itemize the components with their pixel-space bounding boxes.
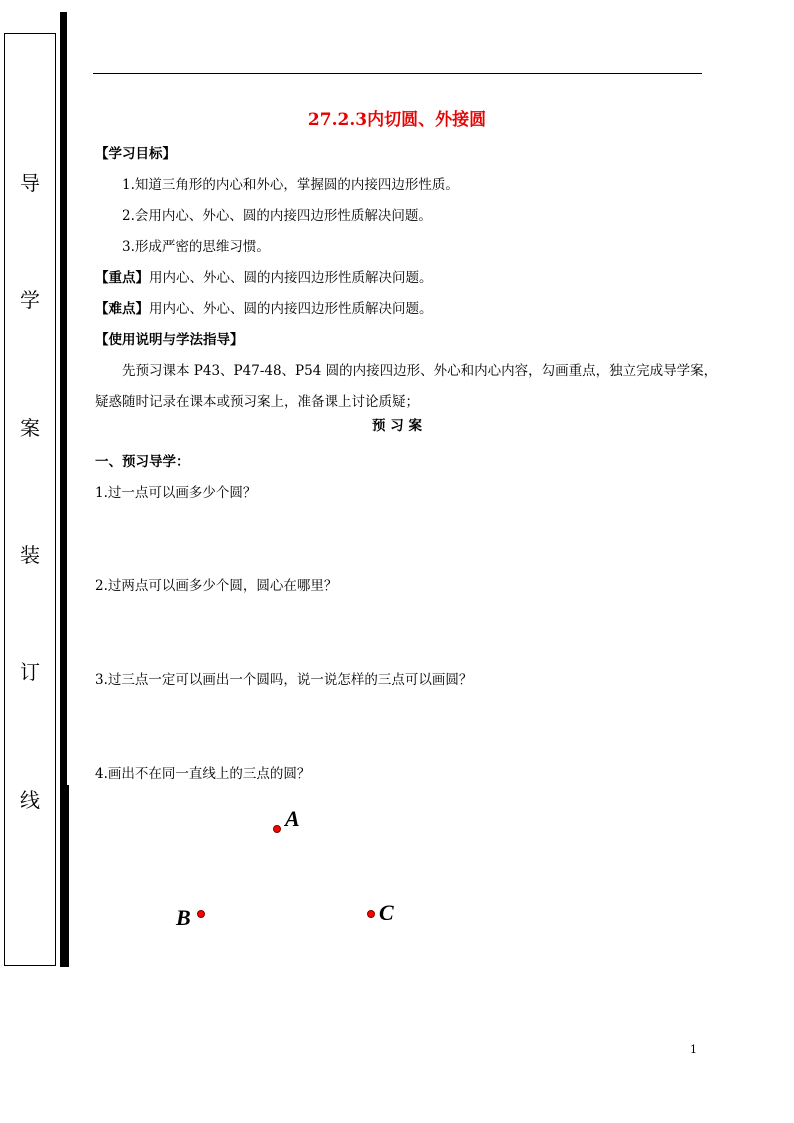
preview-question: 4.画出不在同一直线上的三点的圆？	[95, 766, 311, 782]
guide-text-line2: 疑惑随时记录在课本或预习案上，准备课上讨论质疑；	[95, 394, 419, 410]
margin-char-zhuang: 装	[20, 543, 40, 567]
objective-item: 3.形成严密的思维习惯。	[122, 239, 270, 255]
point-a-label: A	[285, 806, 300, 831]
page-title: 27.2.3内切圆、外接圆	[307, 110, 487, 130]
key-point-text: 用内心、外心、圆的内接四边形性质解决问题。	[149, 270, 433, 286]
guide-heading: 【使用说明与学法指导】	[95, 332, 244, 348]
header-rule	[93, 73, 702, 74]
margin-char-an: 案	[20, 416, 40, 440]
margin-char-ding: 订	[20, 660, 40, 684]
objectives-heading: 【学习目标】	[95, 146, 176, 162]
preview-question: 1.过一点可以画多少个圆？	[95, 485, 257, 501]
objective-item: 1.知道三角形的内心和外心，掌握圆的内接四边形性质。	[122, 177, 459, 193]
guide-text-line1: 先预习课本 P43、P47-48、P54 圆的内接四边形、外心和内心内容，勾画重点，独立完成导学案，	[122, 363, 718, 379]
preview-question: 2.过两点可以画多少个圆，圆心在哪里？	[95, 578, 338, 594]
page-number: 1	[690, 1043, 697, 1056]
key-point	[95, 269, 433, 287]
binding-line	[60, 12, 67, 967]
preview-question: 3.过三点一定可以画出一个圆吗，说一说怎样的三点可以画圆？	[95, 672, 473, 688]
section-title: 预 习 案	[372, 418, 422, 434]
key-point-label: 【重点】	[95, 270, 149, 286]
preview-heading: 一、预习导学：	[95, 454, 190, 470]
difficulty-text: 用内心、外心、圆的内接四边形性质解决问题。	[149, 301, 433, 317]
point-b-dot	[197, 910, 205, 918]
margin-char-xue: 学	[20, 288, 40, 312]
point-c-dot	[367, 910, 375, 918]
point-c-label: C	[379, 900, 394, 925]
difficulty	[95, 300, 433, 318]
point-b-label: B	[176, 905, 191, 930]
objective-item: 2.会用内心、外心、圆的内接四边形性质解决问题。	[122, 208, 432, 224]
point-a-dot	[273, 825, 281, 833]
binding-line-inner	[67, 785, 69, 967]
margin-char-dao: 导	[20, 171, 40, 195]
margin-char-xian: 线	[20, 788, 40, 812]
binding-margin-box	[4, 33, 56, 966]
difficulty-label: 【难点】	[95, 301, 149, 317]
